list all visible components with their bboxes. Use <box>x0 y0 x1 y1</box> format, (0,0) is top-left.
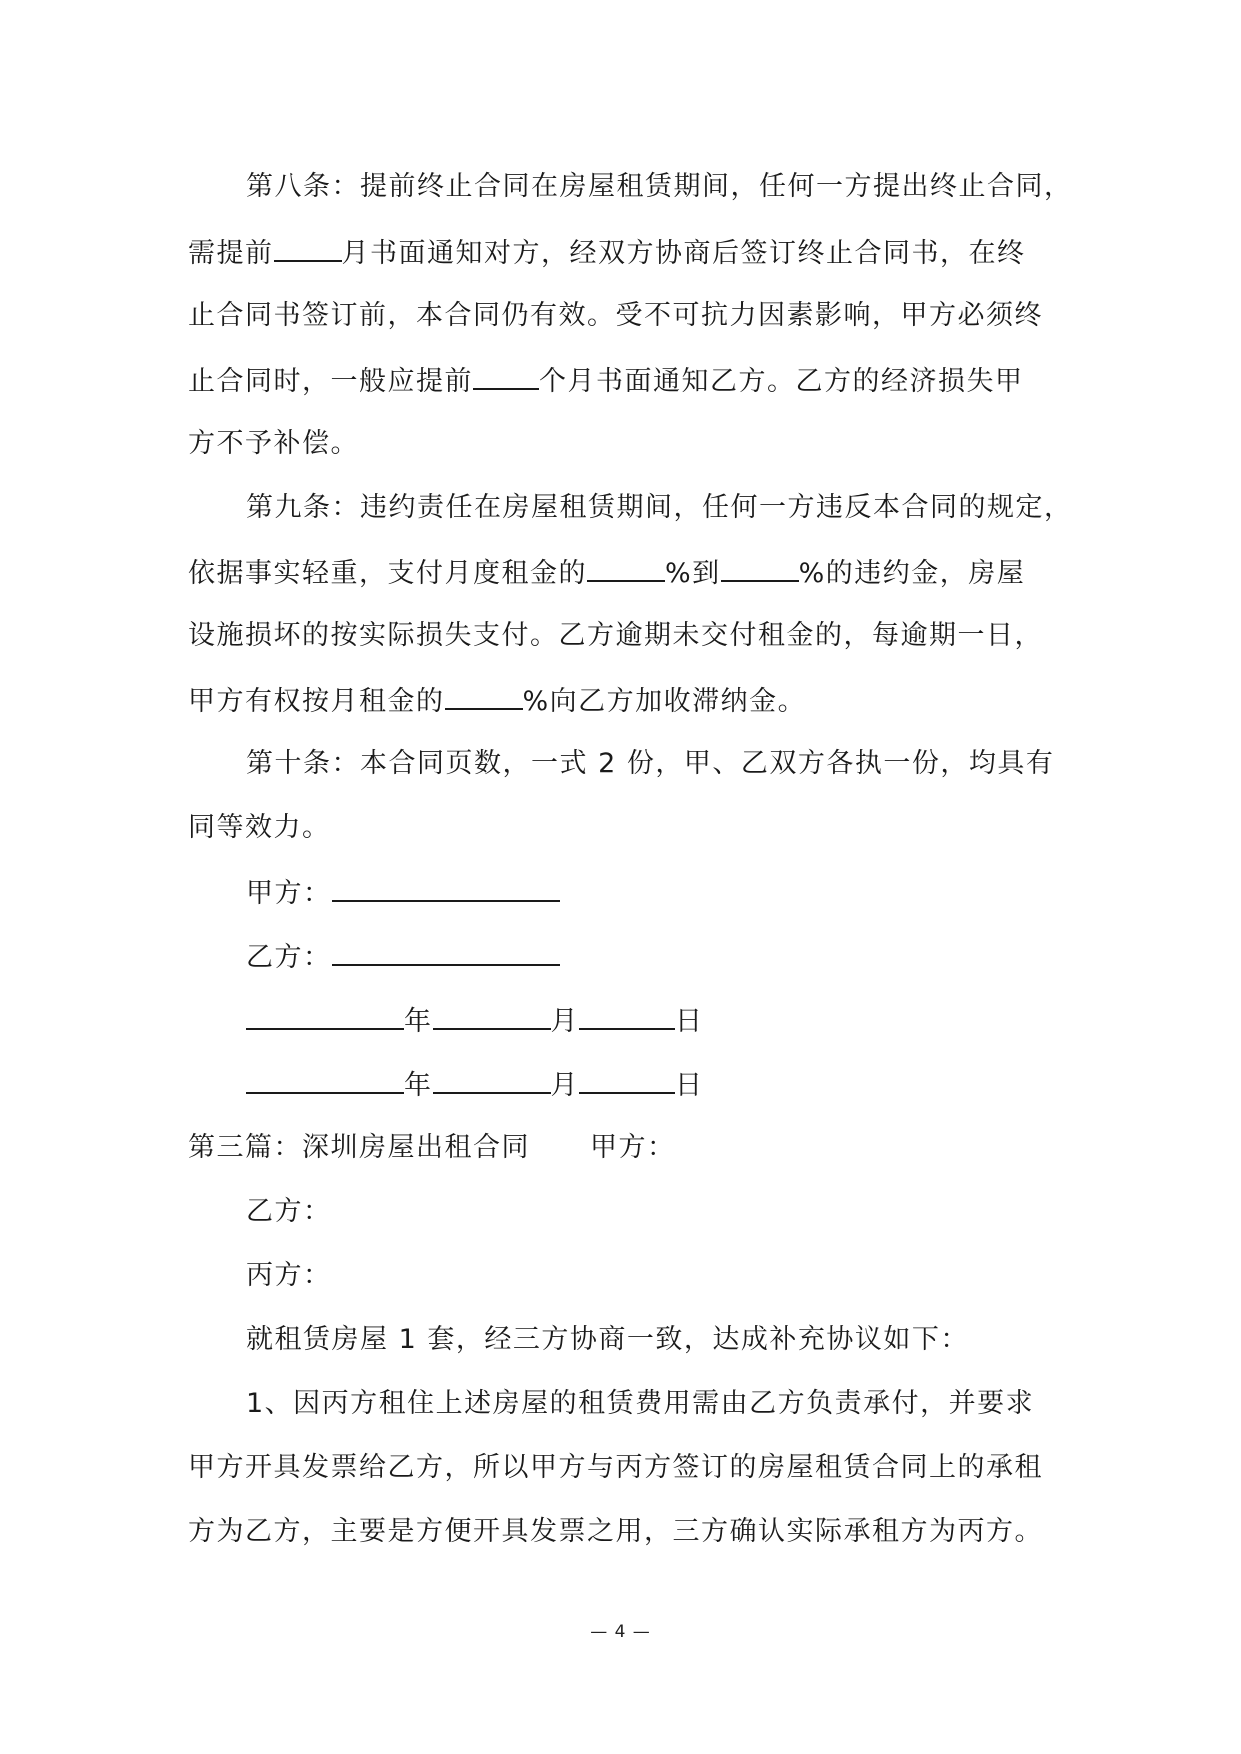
text: 月 <box>550 1006 579 1037</box>
text: %的违约金，房屋 <box>798 558 1026 589</box>
text: 第九条：违约责任在房屋租赁期间，任何一方违反本合同的规定， <box>246 492 1073 523</box>
signature-line-party-b <box>246 936 560 976</box>
paragraph-line <box>246 744 1054 784</box>
text: 日 <box>675 1070 704 1101</box>
text: 甲方： <box>246 878 332 909</box>
paragraph-line <box>188 616 1043 656</box>
text: 甲方： <box>590 1132 676 1163</box>
blank-field <box>473 360 539 390</box>
paragraph-line <box>188 808 331 848</box>
paragraph-line <box>188 680 806 720</box>
paragraph-line <box>246 1384 1034 1424</box>
text: %到 <box>665 558 721 589</box>
text: 第三篇：深圳房屋出租合同 <box>188 1132 530 1163</box>
text: 乙方： <box>246 942 332 973</box>
text: 第八条：提前终止合同在房屋租赁期间，任何一方提出终止合同， <box>246 171 1073 202</box>
blank-field <box>332 872 560 902</box>
text: 止合同时，一般应提前 <box>188 366 473 397</box>
text: 同等效力。 <box>188 812 331 843</box>
blank-field <box>579 1000 675 1030</box>
text: 依据事实轻重，支付月度租金的 <box>188 558 587 589</box>
paragraph-line <box>188 296 1043 336</box>
text: %向乙方加收滞纳金。 <box>522 686 807 717</box>
paragraph-line <box>188 1512 1043 1552</box>
blank-field <box>246 1064 404 1094</box>
text: 需提前 <box>188 238 274 269</box>
blank-field <box>587 552 665 582</box>
text: 就租赁房屋 1 套，经三方协商一致，达成补充协议如下： <box>246 1324 969 1355</box>
section-heading <box>188 1128 676 1168</box>
blank-field <box>274 232 342 262</box>
date-line <box>246 1000 704 1040</box>
text: 第十条：本合同页数，一式 2 份，甲、乙双方各执一份，均具有 <box>246 748 1055 779</box>
text: 设施损坏的按实际损失支付。乙方逾期未交付租金的，每逾期一日， <box>188 620 1043 651</box>
text: 年 <box>404 1006 433 1037</box>
blank-field <box>433 1000 551 1030</box>
paragraph-line <box>246 1192 332 1232</box>
text: 乙方： <box>246 1196 332 1227</box>
blank-field <box>579 1064 675 1094</box>
blank-field <box>721 552 799 582</box>
text: 月书面通知对方，经双方协商后签订终止合同书，在终 <box>341 238 1026 269</box>
blank-field <box>445 680 523 710</box>
text: 甲方有权按月租金的 <box>188 686 445 717</box>
text: 丙方： <box>246 1260 332 1291</box>
paragraph-line <box>246 167 1073 207</box>
text: 年 <box>404 1070 433 1101</box>
text: 1、因丙方租住上述房屋的租赁费用需由乙方负责承付，并要求 <box>246 1388 1035 1419</box>
blank-field <box>433 1064 551 1094</box>
paragraph-line <box>188 360 1024 400</box>
text: 止合同书签订前，本合同仍有效。受不可抗力因素影响，甲方必须终 <box>188 300 1043 331</box>
paragraph-line <box>188 552 1025 592</box>
text: 月 <box>550 1070 579 1101</box>
text: 个月书面通知乙方。乙方的经济损失甲 <box>539 366 1024 397</box>
blank-field <box>246 1000 404 1030</box>
paragraph-line <box>246 1320 969 1360</box>
text: 方为乙方，主要是方便开具发票之用，三方确认实际承租方为丙方。 <box>188 1516 1043 1547</box>
paragraph-line <box>188 1448 1043 1488</box>
page-number: — 4 — <box>590 1622 651 1642</box>
text: 甲方开具发票给乙方，所以甲方与丙方签订的房屋租赁合同上的承租 <box>188 1452 1043 1483</box>
signature-line-party-a <box>246 872 560 912</box>
paragraph-line <box>246 488 1073 528</box>
paragraph-line <box>246 1256 332 1296</box>
paragraph-line <box>188 424 359 464</box>
blank-field <box>332 936 560 966</box>
text: 方不予补偿。 <box>188 428 359 459</box>
date-line <box>246 1064 704 1104</box>
text: 日 <box>675 1006 704 1037</box>
paragraph-line <box>188 232 1026 272</box>
